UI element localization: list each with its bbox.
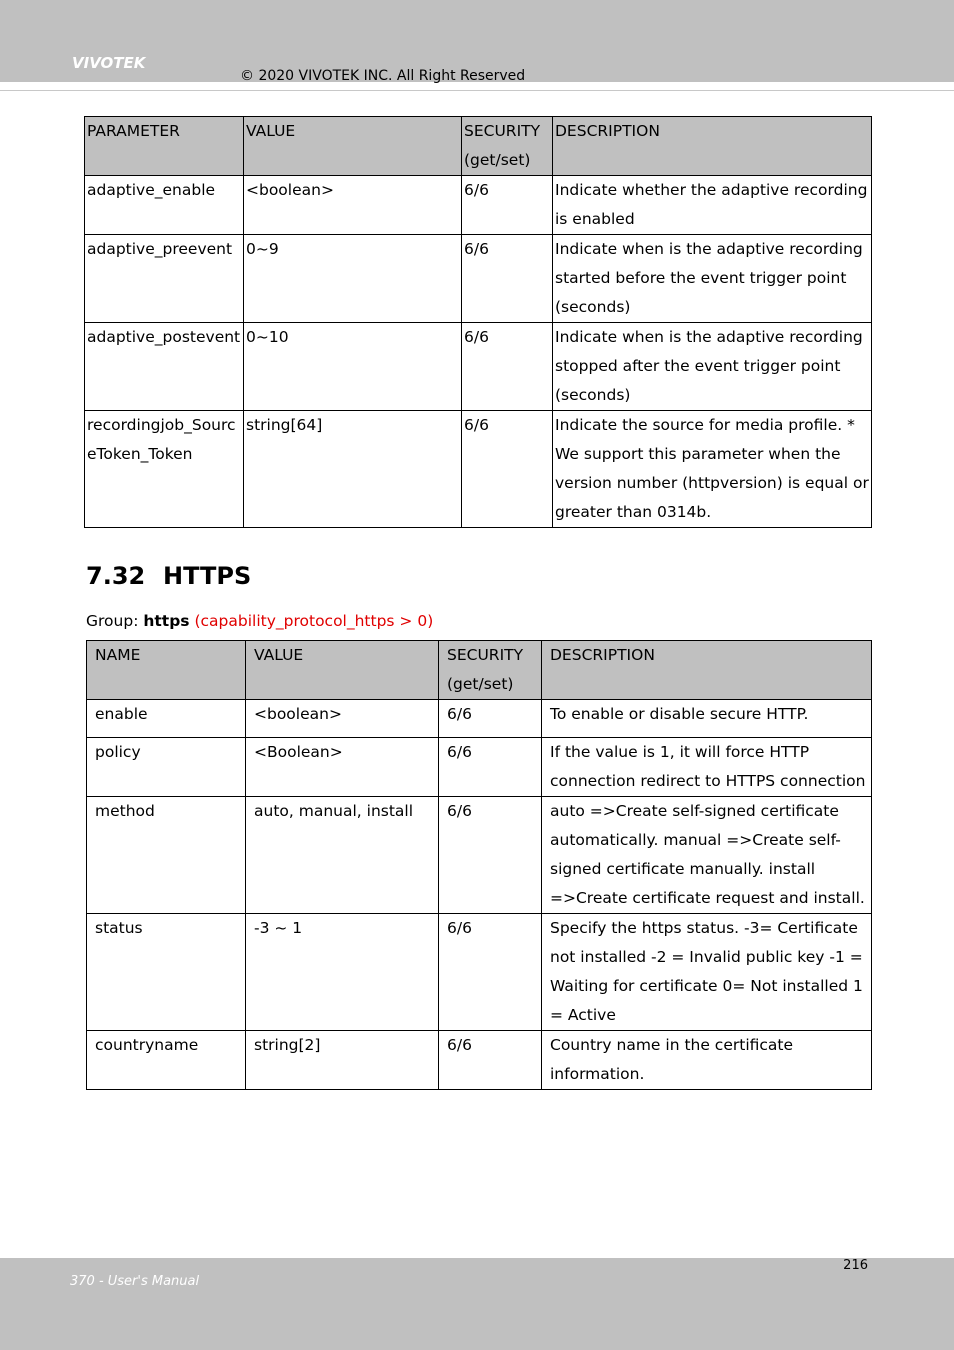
column-header: VALUE [244,117,462,176]
table-row [87,738,872,797]
table-row [85,176,872,235]
group-line [86,612,433,630]
parameter-description: To enable or disable secure HTTP. [542,700,872,738]
parameter-value: <boolean> [246,700,439,738]
parameter-name: adaptive_postevent [85,323,244,411]
table-row [87,797,872,914]
parameter-name: adaptive_enable [85,176,244,235]
parameter-security: 6/6 [439,797,542,914]
parameter-value: auto, manual, install [246,797,439,914]
parameter-value: string[64] [244,411,462,528]
table-header-row [87,641,872,700]
parameter-name: countryname [87,1031,246,1090]
group-condition: (capability_protocol_https > 0) [194,612,434,630]
parameter-value: string[2] [246,1031,439,1090]
column-header: DESCRIPTION [542,641,872,700]
copyright-notice: © 2020 VIVOTEK INC. All Right Reserved [240,68,526,84]
table-row [87,700,872,738]
table-header-row [85,117,872,176]
parameter-name: status [87,914,246,1031]
parameter-value: <Boolean> [246,738,439,797]
parameter-name: enable [87,700,246,738]
column-header: SECURITY (get/set) [462,117,553,176]
brand-logo-text: VIVOTEK [72,54,146,72]
section-title: HTTPS [163,562,252,590]
parameter-table-https [86,640,872,1090]
column-header: PARAMETER [85,117,244,176]
parameter-security: 6/6 [462,235,553,323]
parameter-security: 6/6 [439,700,542,738]
table-row [85,323,872,411]
parameter-description: Indicate the source for media profile. * We support this parameter when the version number (httpversion) is equal or greater than 0314b. [553,411,872,528]
parameter-security: 6/6 [439,914,542,1031]
table-row [85,235,872,323]
parameter-value: -3 ~ 1 [246,914,439,1031]
footer-band [0,1258,954,1350]
parameter-description: Indicate when is the adaptive recording stopped after the event trigger point (seconds) [553,323,872,411]
parameter-value: <boolean> [244,176,462,235]
parameter-name: method [87,797,246,914]
parameter-description: Indicate whether the adaptive recording is enabled [553,176,872,235]
manual-page-label: 370 - User's Manual [70,1274,200,1289]
table-row [87,914,872,1031]
parameter-name: recordingjob_SourceToken_Token [85,411,244,528]
parameter-description: Country name in the certificate information. [542,1031,872,1090]
parameter-description: Indicate when is the adaptive recording started before the event trigger point (seconds) [553,235,872,323]
parameter-value: 0~10 [244,323,462,411]
parameter-security: 6/6 [462,176,553,235]
table-row [87,1031,872,1090]
header-divider [0,90,954,91]
page-number: 216 [843,1258,868,1273]
parameter-description: auto =>Create self-signed certificate automatically. manual =>Create self-signed certificate manually. install =>Create certificate request and install. [542,797,872,914]
group-name: https [143,612,190,630]
parameter-security: 6/6 [462,323,553,411]
parameter-value: 0~9 [244,235,462,323]
parameter-security: 6/6 [439,1031,542,1090]
section-number: 7.32 [86,562,146,590]
column-header: NAME [87,641,246,700]
column-header: SECURITY (get/set) [439,641,542,700]
table-row [85,411,872,528]
parameter-description: Specify the https status. -3= Certificate not installed -2 = Invalid public key -1 = Waiting for certificate 0= Not installed 1 = Active [542,914,872,1031]
parameter-security: 6/6 [462,411,553,528]
parameter-name: adaptive_preevent [85,235,244,323]
parameter-name: policy [87,738,246,797]
parameter-description: If the value is 1, it will force HTTP connection redirect to HTTPS connection [542,738,872,797]
column-header: DESCRIPTION [553,117,872,176]
parameter-security: 6/6 [439,738,542,797]
parameter-table-recording [84,116,872,528]
group-label: Group: [86,612,144,630]
column-header: VALUE [246,641,439,700]
section-heading [86,562,251,590]
